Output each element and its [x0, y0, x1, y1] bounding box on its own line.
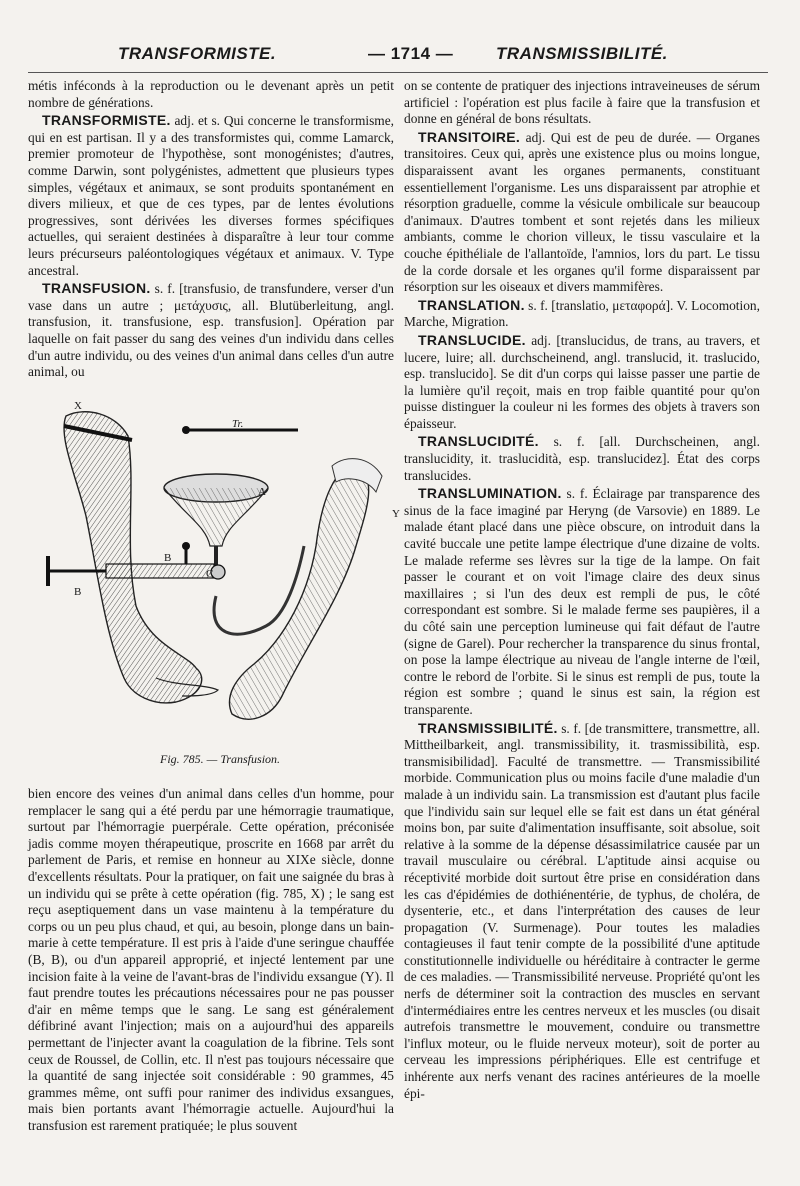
entry-transfusion: [28, 280, 394, 381]
running-head-left: TRANSFORMISTE.: [118, 44, 277, 63]
label-b-upper: B: [164, 552, 172, 564]
definition-translucidite: s. f. [all. Durchscheinen, angl. translucidity, it. traslucidità, esp. translucidez]. État des corps translucides.: [404, 434, 760, 483]
figure-caption: Fig. 785. — Transfusion.: [160, 752, 281, 766]
definition-translucide: adj. [translucidus, de trans, au travers, et lucere, luire; all. durchscheinend, angl. translucid, it. traslucido, esp. translucido]. Se dit d'un corps qui laisse passer une partie de la lumière qu'il reçoit, mais en trop faible quantité pour qu'on puisse distinguer la couleur ni les formes des objets à travers son épaisseur.: [404, 332, 760, 431]
transfusion-continuation: bien encore des veines d'un animal dans celles d'un homme, pour remplacer le sang qui a été perdu par une hémorragie traumatique, surtout par l'hémorragie puerpérale. Cette opération, préconisée jadis comme moyen thérapeutique, proscrite en 1668 par arrêt du parlement de Paris, et remise en honneur au XIXe siècle, donne d'excellents résultats. Pour la pratiquer, on fait une saignée du bras à un individu qui se prête à cette opération (fig. 785, X) ; le sang est reçu aseptiquement dans un vase maintenu à la température du corps ou un peu plus chaud, et qui, au besoin, plonge dans un bain-marie à cette température. Il est pris à l'aide d'une seringue chauffée (B, B), ou d'un appareil approprié, et injecté lentement par une incision faite à la veine de l'avant-bras de l'individu exsangue (Y). Il faut prendre toutes les précautions nécessaires pour ne pas pousser d'air en même temps que le sang. Le sang est généralement défibriné avant l'injection; mais on a aujourd'hui des appareils permettant de l'injecter avant la coagulation de la fibrine. Tels sont ceux de Roussel, de Collin, etc. Il n'est pas toujours nécessaire que la quantité de sang injectée soit considérable : 90 grammes, 45 grammes même, ont suffi pour ranimer des individus exsangues, mais bien portants avant l'hémorragie actuelle. Aujourd'hui la transfusion est rarement pratiquée; le plus souvent: [28, 786, 394, 1133]
headword-transformiste: TRANSFORMISTE.: [42, 112, 171, 129]
definition-transfusion: s. f. [transfusio, de transfundere, verser d'un vase dans un autre ; μετάχυσις, all. Blutüberleitung, angl. transfusion, it. transfusione, esp. transfusion]. Opération par laquelle on fait passer du sang des veines d'un individu dans celles d'un autre individu, ou des veines d'un animal dans celles d'un autre animal, ou: [28, 281, 394, 380]
entry-translation: [404, 297, 760, 331]
funnel-body: [164, 488, 268, 546]
entry-transformiste: [28, 112, 394, 279]
entry-transmissibilite: [404, 720, 760, 1103]
label-b-lower: B: [74, 586, 82, 598]
entry-translucide: [404, 332, 760, 433]
label-c: C: [206, 568, 214, 580]
definition-transitoire: adj. Qui est de peu de durée. — Organes transitoires. Ceux qui, après une existence plus ou moins longue, disparaissent avant les organes permanents, constituant essentiellement l'organisme. Les uns disparaissent par atrophie et résorption graduelle, comme la vésicule ombilicale sur beaucoup d'animaux. D'autres tombent et sont rejetés dans les milieux ambiants, comme le chorion villeux, le tissu vasculaire et la couche épithéliale de l'allantoïde, l'amnios, lors du part. Le tissu de la corde dorsale et les organes qu'il forme disparaissent par résorption sur les oiseaux et divers mammifères.: [404, 129, 760, 295]
definition-translation: s. f. [translatio, μεταφορά]. V. Locomotion, Marche, Migration.: [404, 297, 760, 330]
syringe-barrel: [106, 564, 214, 578]
header-rule: [28, 72, 768, 73]
headword-transmissibilite: TRANSMISSIBILITÉ.: [418, 719, 558, 736]
label-a: A: [258, 486, 266, 498]
headword-translumination: TRANSLUMINATION.: [418, 485, 562, 502]
entry-transitoire: [404, 129, 760, 296]
label-y: Y: [392, 508, 400, 520]
headword-translucide: TRANSLUCIDE.: [418, 331, 526, 348]
running-head-right: TRANSMISSIBILITÉ.: [496, 44, 668, 63]
continuation-text-right: on se contente de pratiquer des injections intraveineuses de sérum artificiel : l'opération est plus facile à faire que la transfusion et donne en général de bons résultats.: [404, 78, 760, 127]
page-number: — 1714 —: [368, 44, 454, 63]
left-column-top: [28, 78, 394, 381]
label-tr: Tr.: [232, 418, 244, 430]
label-x: X: [74, 400, 82, 412]
entry-translumination: [404, 485, 760, 718]
headword-transfusion: TRANSFUSION.: [42, 280, 151, 297]
entry-translucidite: [404, 433, 760, 484]
definition-translumination: s. f. Éclairage par transparence des sinus de la face imaginé par Heryng (de Varsovie) en 1889. Le malade étant placé dans une pièce obscure, on introduit dans la cavité buccale une petite lampe électrique d'une dizaine de volts. Le malade referme ses lèvres sur la tige de la lampe. On fait passer le courant et on voit l'image claire des deux sinus maxillaires ; si l'un des deux est rempli de pus, le côté correspondant est sombre. Si le malade ferme ses paupières, il a du côté sain une perception lumineuse qui fait défaut de l'autre (signe de Garel). Pour rechercher la transparence du sinus frontal, on pose la lampe électrique au niveau de l'angle interne de l'œil, contre le rebord de l'orbite. Si le sinus est rempli de pus, toute la région est sombre ; quand le sinus est sain, la région est transparente.: [404, 486, 760, 717]
running-head: [0, 44, 800, 70]
right-column: [404, 78, 760, 1102]
donor-arm: [64, 412, 202, 703]
headword-transitoire: TRANSITOIRE.: [418, 128, 521, 145]
definition-transformiste: adj. et s. Qui concerne le transformisme, qui en est partisan. Il y a des transformistes qui, comme Lamarck, premier promoteur de l'hypothèse, sont monogénistes; d'autres, comme Darwin, sont polygénistes, admettent que plusieurs types simples, végétaux et animaux, se sont produits spontanément en divers milieux, et que de ces types, par de lentes évolutions progressives, sont dérivées les diverses formes spécifiques actuelles, qui seraient destinées à disparaître à leur tour comme leurs précurseurs paléontologiques végétaux et animaux. V. Type ancestral.: [28, 113, 394, 278]
transfusion-illustration: [36, 396, 396, 770]
continuation-text: métis inféconds à la reproduction ou le devenant après un petit nombre de générations.: [28, 78, 394, 110]
headword-translation: TRANSLATION.: [418, 296, 525, 313]
left-column-bottom: [28, 786, 394, 1134]
headword-translucidite: TRANSLUCIDITÉ.: [418, 433, 539, 450]
definition-transmissibilite: s. f. [de transmittere, transmettre, all. Mittheilbarkeit, angl. transmissibility, it. trasmissibilità, esp. transmisibilidad]. Faculté de transmettre. — Transmissibilité morbide. Communication plus ou moins facile d'une maladie d'un malade à un individu sain. La transmission est d'autant plus facile que l'individu sain sur lequel elle se fait est dans un état général moins bon, par suite d'alimentation insuffisante, soit absolue, soit relative à la somme de la dépense désassimilatrice causée par un travail musculaire ou cérébral. L'aptitude ainsi acquise ou réceptivité morbide doit surtout être prise en considération dans les cas d'épidémies de dothiénentérie, de typhus, de choléra, de dysenterie, etc., et dans l'interprétation des causes de leur propagation (V. Surmenage). Pour toutes les maladies contagieuses il faut tenir compte de la possibilité d'une aptitude constitutionnelle individuelle ou héréditaire à contracter le germe de ces maladies. — Transmissibilité nerveuse. Propriété qu'ont les nerfs de déterminer soit la contraction des muscles en servant d'intermédiaires entre les centres nerveux et les muscles (ou disait autrefois transmettre le mouvement, conduire ou transmettre l'influx moteur, ou le fluide nerveux moteur), soit de porter au cerveau les impressions périphériques. Elle est centrifuge et inhérente aux nerfs venant des racines antérieures de la moelle épi-: [404, 720, 760, 1101]
figure-transfusion: [36, 396, 400, 770]
